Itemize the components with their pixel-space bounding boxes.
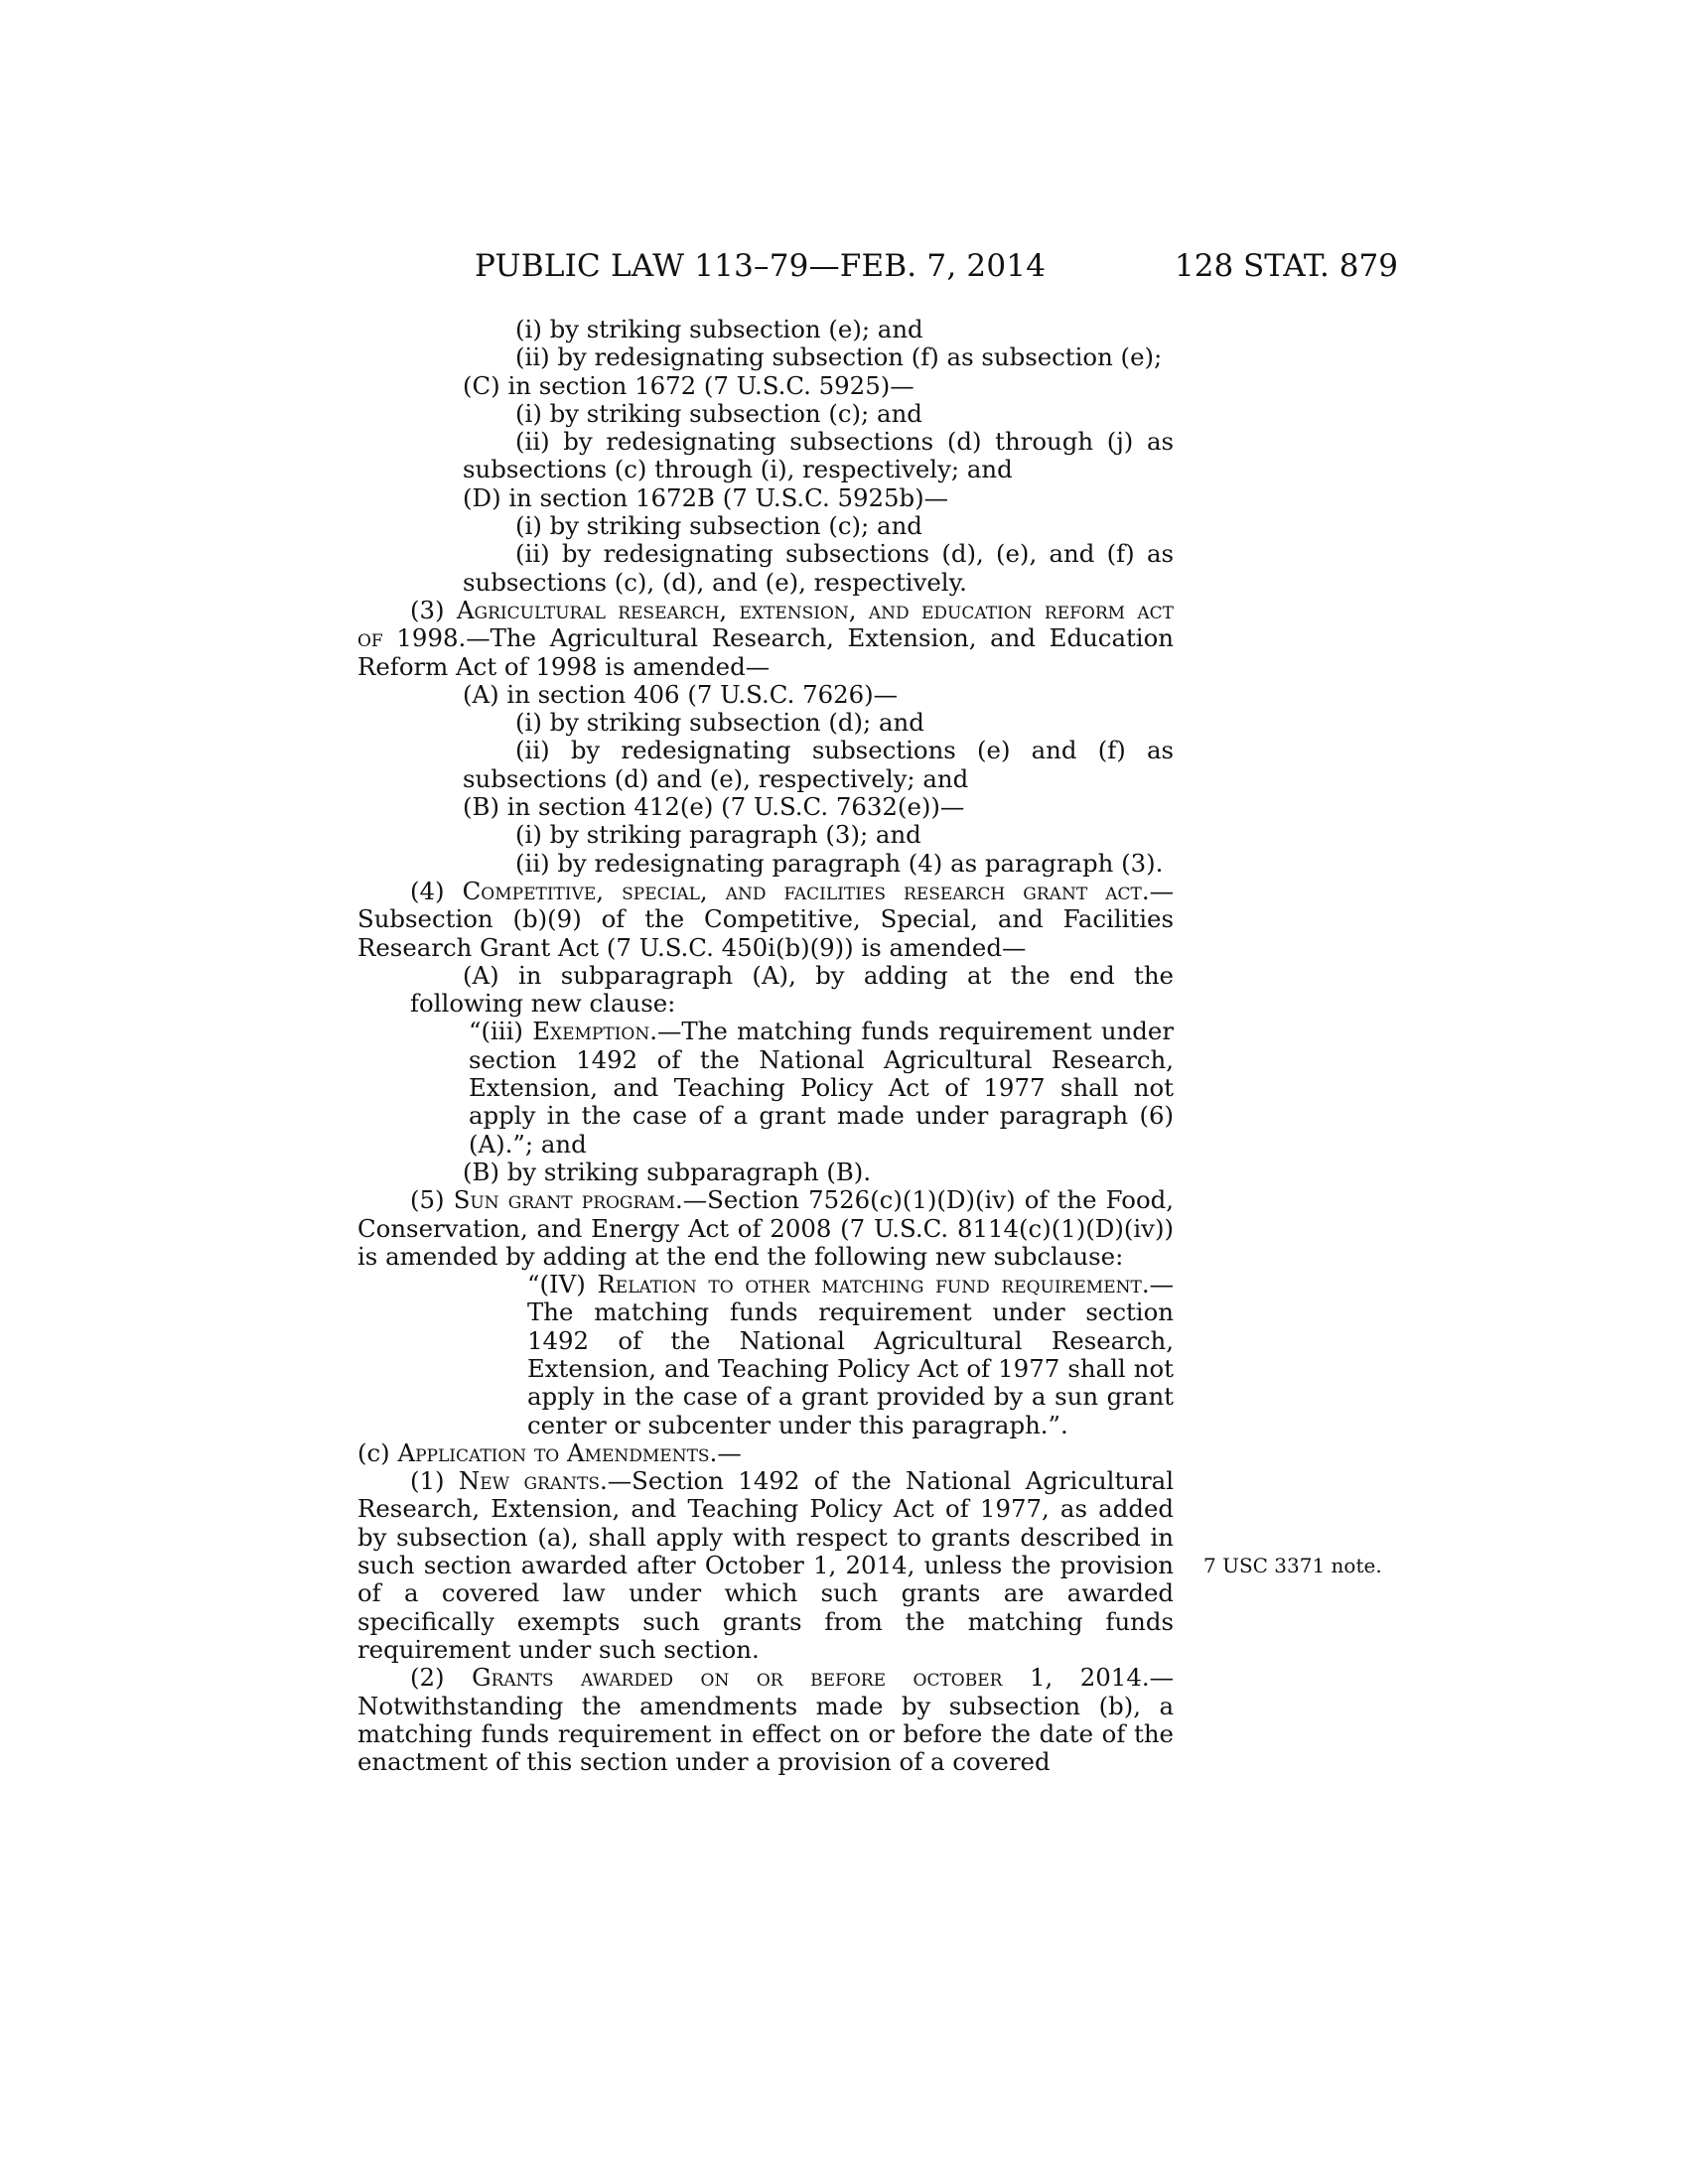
paragraph-text: —Section 7526(c)(1)(D)(iv) of the Food, Conservation, and Energy Act of 2008 (7 U.S.C. 8114(c)(1)(D)(iv)) is amended by adding at the end the following new subclause: [357, 1185, 1174, 1271]
clause-ii-redesignate-d-through-j: (ii) by redesignating subsections (d) through (j) as subsections (c) through (i), respectively; and [463, 427, 1174, 484]
clause-i-strike-e: (i) by striking subsection (e); and [515, 315, 923, 343]
subsection-text: — [717, 1437, 742, 1467]
subparagraph-c-section-1672: (C) in section 1672 (7 U.S.C. 5925)— [463, 370, 914, 400]
quoted-subclause-iv-relation [357, 1271, 1174, 1439]
clause-ii-redesignate-e-f: (ii) by redesignating subsections (e) and (f) as subsections (d) and (e), respectively; and [463, 736, 1174, 793]
paragraph-text: —Section 1492 of the National Agricultural Research, Extension, and Teaching Policy Act of 1977, as added by subsection (a), shall apply with respect to grants described in such section awarded after October 1, 2014, unless the provision of a covered law under which such grants are awarded specifically exempts such grants from the matching funds requirement under such section. [357, 1466, 1174, 1664]
subsection-number: (c) [357, 1437, 390, 1467]
paragraph-heading: Competitive, special, and facilities research grant act. [462, 876, 1150, 905]
paragraph-text: —The Agricultural Research, Extension, and Education Reform Act of 1998 is amended— [357, 623, 1174, 681]
paragraph-number: (3) [410, 595, 445, 624]
clause-i-strike-paragraph-3: (i) by striking paragraph (3); and [515, 820, 921, 850]
clause-ii-redesignate-d-e-f: (ii) by redesignating subsections (d), (e), and (f) as subsections (c), (d), and (e), respectively. [463, 539, 1174, 597]
paragraph-number: (1) [410, 1466, 445, 1496]
paragraph-number: (5) [410, 1185, 445, 1215]
paragraph-2-grants-awarded-before [357, 1664, 1174, 1776]
paragraph-text: —Subsection (b)(9) of the Competitive, Special, and Facilities Research Grant Act (7 U.S.C. 450i(b)(9)) is amended— [357, 876, 1174, 962]
quoted-clause-text: —The matching funds requirement under section 1492 of the National Agricultural Research, Extension, and Teaching Policy Act of 1977 shall not apply in the case of a grant made under paragraph (6)(A).”; and [469, 1017, 1174, 1159]
quoted-clause-iii-exemption [357, 1018, 1174, 1158]
subparagraph-a-section-406: (A) in section 406 (7 U.S.C. 7626)— [463, 679, 899, 709]
subparagraph-a-add-clause: (A) in subparagraph (A), by adding at the end the following new clause: [410, 960, 1174, 1019]
running-header-page-citation: 128 STAT. 879 [1175, 248, 1398, 284]
quoted-subclause-text: —The matching funds requirement under section 1492 of the National Agricultural Research, Extension, and Teaching Policy Act of 1977 shall not apply in the case of a grant provided by a sun grant center or subcenter under this paragraph.”. [527, 1270, 1174, 1439]
quoted-subclause-heading: Relation to other matching fund requirement. [597, 1270, 1150, 1299]
paragraph-heading: Grants awarded on or before october 1, 2014. [472, 1663, 1150, 1693]
quoted-subclause-number: “(IV) [527, 1270, 586, 1299]
statute-body-text [357, 316, 1174, 1776]
clause-i-strike-c-1672b: (i) by striking subsection (c); and [515, 511, 922, 541]
clause-ii-redesignate-f: (ii) by redesignating subsection (f) as subsection (e); [515, 342, 1163, 372]
quoted-clause-number: “(iii) [469, 1017, 523, 1046]
clause-i-strike-c: (i) by striking subsection (c); and [515, 398, 922, 428]
paragraph-number: (2) [410, 1663, 445, 1693]
margin-note-usc-citation: 7 USC 3371 note. [1203, 1554, 1382, 1577]
paragraph-1-new-grants [357, 1467, 1174, 1664]
subsection-heading: Application to Amendments. [397, 1437, 718, 1467]
quoted-clause-heading: Exemption. [532, 1017, 657, 1046]
subparagraph-b-section-412e: (B) in section 412(e) (7 U.S.C. 7632(e))— [463, 792, 965, 822]
paragraph-number: (4) [410, 876, 445, 905]
paragraph-heading: Sun grant program. [453, 1185, 683, 1215]
clause-ii-redesignate-paragraph-4: (ii) by redesignating paragraph (4) as paragraph (3). [515, 848, 1164, 878]
subsection-c-application [357, 1439, 1174, 1467]
paragraph-text: —Notwithstanding the amendments made by subsection (b), a matching funds requirement in effect on or before the date of the enactment of this section under a provision of a covered [357, 1663, 1174, 1777]
paragraph-heading: New grants. [458, 1466, 608, 1496]
paragraph-heading: Agricultural research, extension, and education reform act of 1998. [357, 595, 1174, 653]
running-header-title: PUBLIC LAW 113–79—FEB. 7, 2014 [475, 248, 1047, 284]
paragraph-5-sun-grant-program [357, 1186, 1174, 1271]
paragraph-3-areera-1998 [357, 597, 1174, 681]
subparagraph-b-strike: (B) by striking subparagraph (B). [463, 1157, 872, 1186]
subparagraph-d-section-1672b: (D) in section 1672B (7 U.S.C. 5925b)— [463, 482, 949, 512]
paragraph-4-competitive-grant-act [357, 878, 1174, 962]
clause-i-strike-d: (i) by striking subsection (d); and [515, 708, 924, 738]
